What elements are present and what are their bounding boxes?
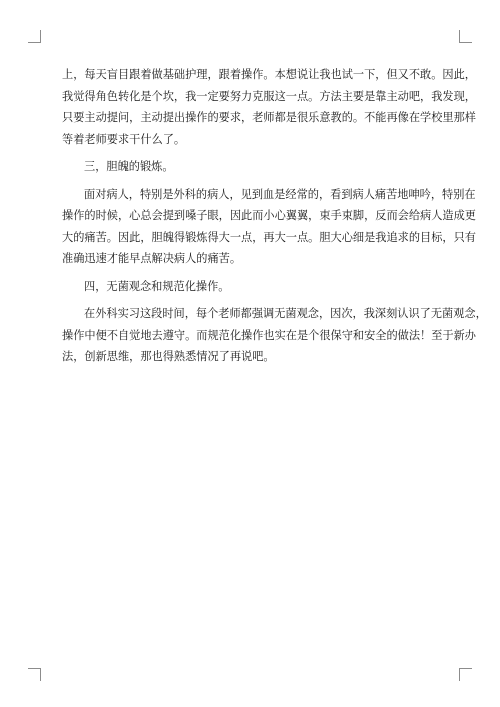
heading-line: 三，胆魄的锻炼。 — [84, 160, 174, 173]
text-line: 只要主动提问，主动提出操作的要求，老师都是很乐意教的。不能再像在学校里那样 — [62, 111, 476, 124]
text-line: 面对病人，特别是外科的病人，见到血是经常的，看到病人痛苦地呻吟，特别在 — [84, 187, 476, 201]
text-line: 操作的时候，心总会提到嗓子眼，因此而小心翼翼，束手束脚，反而会给病人造成更 — [62, 209, 476, 222]
text-line: 大的痛苦。因此，胆魄得锻炼得大一点，再大一点。胆大心细是我追求的目标，只有 — [62, 230, 476, 244]
heading-line: 四，无菌观念和规范化操作。 — [84, 279, 230, 293]
text-line: 等着老师要求干什么了。 — [62, 132, 186, 146]
paragraph — [62, 184, 476, 270]
top-left-margin-mark — [28, 30, 41, 43]
paragraph — [62, 303, 487, 368]
bottom-left-margin-mark — [28, 668, 41, 681]
text-line: 法，创新思维，那也得熟悉情况了再说吧。 — [62, 350, 275, 363]
section-heading — [62, 276, 442, 298]
text-line: 上，每天盲目跟着做基础护理，跟着操作。本想说让我也试一下，但又不敢。因此， — [62, 68, 476, 81]
section-heading — [62, 156, 442, 178]
text-line: 准确迅速才能早点解决病人的痛苦。 — [62, 252, 242, 265]
text-line: 我觉得角色转化是个坎，我一定要努力克服这一点。方法主要是靠主动吧，我发现， — [62, 89, 476, 103]
document-body — [62, 64, 487, 368]
top-right-margin-mark — [459, 30, 472, 43]
text-line: 操作中便不自觉地去遵守。而规范化操作也实在是个很保守和安全的做法！至于新办 — [62, 328, 476, 342]
paragraph-continuation — [62, 64, 476, 150]
text-line: 在外科实习这段时间，每个老师都强调无菌观念，因次，我深刻认识了无菌观念， — [84, 307, 487, 320]
bottom-right-margin-mark — [459, 668, 472, 681]
